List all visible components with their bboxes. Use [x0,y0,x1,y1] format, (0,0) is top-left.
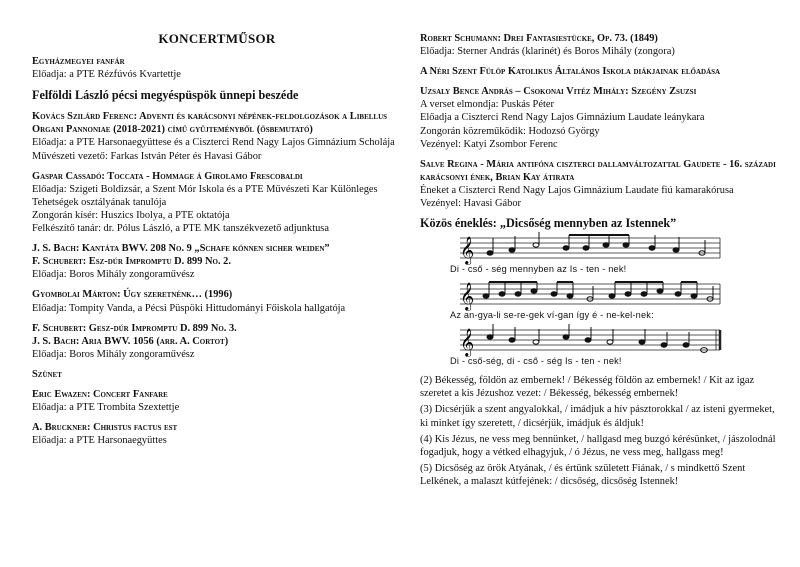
program-item [420,158,782,210]
program-item [32,388,402,414]
program-item-detail: A verset elmondja: Puskás Péter [420,99,554,111]
verse-text: (5) Dicsőség az örök Atyának, / és értünk született Fiának, / s mindkettő Szent Lelkének, a malaszt kútfejének: / dicsőség, dicsőség Istennek! [420,462,746,487]
page-title: KONCERTMŰSOR [158,31,276,46]
verse-text: (3) Dicsérjük a szent angyalokkal, / imádjuk a hív pásztorokkal / az isteni gyermeket, ki minket így szeretett, / dicsérjük, imádjuk és áldjuk! [420,404,775,429]
program-item [32,88,402,103]
program-item [32,170,402,235]
program-list-right [420,32,782,210]
program-item-detail: Előadja a Ciszterci Rend Nagy Lajos Gimnázium Laudate leánykara [420,112,705,124]
program-item-detail: Éneket a Ciszterci Rend Nagy Lajos Gimnázium Laudate fiú kamarakórusa [420,184,734,196]
program-item-detail: Művészeti vezető: Farkas István Péter és Havasi Gábor [32,150,262,162]
program-item-heading: J. S. Bach: Kantáta BWV. 208 No. 9 „Schafe können sicher weiden” [32,243,330,255]
svg-text:𝄞: 𝄞 [460,282,475,311]
program-item [32,110,402,162]
program-item [32,421,402,447]
staff-2 [420,278,782,324]
program-list-left [32,55,402,447]
program-item-detail: Előadja: Boros Mihály zongoraművész [32,348,195,360]
staff-3-svg [420,324,782,358]
program-item-detail: Előadja: a PTE Harsonaegyüttese és a Ciszterci Rend Nagy Lajos Gimnázium Scholája [32,137,395,149]
staff-2-svg [420,278,782,312]
program-item-detail: Zongorán kísér: Huszics Ibolya, a PTE oktatója [32,209,230,221]
program-item [32,55,402,81]
program-item [420,32,782,58]
program-item-detail: Előadja: Tompity Vanda, a Pécsi Püspöki Hittudományi Főiskola hallgatója [32,302,346,314]
program-item [420,85,782,150]
program-item-heading: F. Schubert: Esz-dúr Impromptu D. 899 No. 2. [32,256,231,268]
staff-1-svg [420,232,782,266]
program-item-detail: Előadja: a PTE Harsonaegyüttes [32,435,167,447]
program-item-heading: Salve Regina - Mária antifóna ciszterci dallamváltozattal Gaudete - 16. századi karácsonyi ének, Brian Kay átirata [420,158,776,183]
verse-text: (2) Békesség, földön az embernek! / Békesség földön az embernek! / Kit az igaz szeretet a kis Jézushoz vezet: / Békesség, békesség embernek! [420,375,755,400]
lyric-line-1: Di - cső - ség mennyben az Is - ten - nek! [450,264,627,275]
program-item-heading: J. S. Bach: Aria BWV. 1056 (arr. A. Cortot) [32,335,229,347]
svg-text:𝄞: 𝄞 [460,236,475,265]
program-item-heading: Eric Ewazen: Concert Fanfare [32,388,168,400]
program-item-detail: Előadja: Boros Mihály zongoraművész [32,269,195,281]
program-item-heading: Uzsaly Bence András – Csokonai Vitéz Mihály: Szegény Zsuzsi [420,86,697,98]
program-item-detail: Vezényel: Havasi Gábor [420,198,521,210]
singing-title: Közös éneklés: „Dicsőség mennyben az Istennek” [420,216,677,231]
program-item-detail: Előadja: a PTE Rézfúvós Kvartettje [32,69,181,81]
program-item [32,322,402,361]
program-item-heading: Gaspar Cassadó: Toccata - Hommage á Girolamo Frescobaldi [32,170,303,182]
program-item [32,288,402,314]
program-item [32,368,402,381]
program-item [32,242,402,281]
staff-1 [420,232,782,278]
program-item-detail: Zongorán közreműködik: Hodozsó György [420,125,600,137]
program-item-heading: Kovács Szilárd Ferenc: Adventi és karácsonyi népének-feldolgozások a Libellus Organi Pannoniae (2018-2021) című gyűjteményből (ősbemutató) [32,111,388,136]
left-column [32,0,402,454]
program-item-heading: A. Bruckner: Christus factus est [32,422,178,434]
verse-text: (4) Kis Jézus, ne vess meg bennünket, / hallgasd meg buzgó kérésünket, / jászolodnál fogadjuk, hogy a vétked elhagyjuk, / ó Jézus, ne vess meg, hallgass meg! [420,433,776,458]
lyric-line-3: Di - cső-ség, di - cső - ség Is - ten - nek! [450,356,622,367]
program-item-detail: Felkészítő tanár: dr. Pólus László, a PTE MK tanszékvezető adjunktusa [32,223,329,235]
staff-3 [420,324,782,370]
program-item-heading: Egyházmegyei fanfár [32,56,125,68]
svg-text:𝄞: 𝄞 [460,328,475,357]
program-item-heading: A Néri Szent Fülöp Katolikus Általános Iskola diákjainak előadása [420,66,721,78]
program-item-detail: Előadja: a PTE Trombita Szextettje [32,402,180,414]
lyric-line-2: Az an-gya-li se-re-gek ví-gan így é - ne-kel-nek: [450,310,654,321]
verses [420,374,782,488]
program-item-heading: Robert Schumann: Drei Fantasiestücke, Op. 73. (1849) [420,33,658,44]
program-item-heading: Szünet [32,368,62,380]
sheet-music [420,232,782,370]
speech-title: Felföldi László pécsi megyéspüspök ünnepi beszéde [32,88,299,103]
program-item-detail: Vezényel: Katyi Zsombor Ferenc [420,138,558,150]
program-item [420,65,782,78]
program-item-detail: Előadja: Szigeti Boldizsár, a Szent Mór Iskola és a PTE Művészeti Kar Különleges Tehetségek osztályának tanulója [32,183,378,208]
program-item-heading: F. Schubert: Gesz-dúr Impromptu D. 899 No. 3. [32,322,237,334]
program-item-detail: Előadja: Sterner András (klarinét) és Boros Mihály (zongora) [420,46,675,58]
program-item-heading: Gyombolai Márton: Úgy szeretnénk… (1996) [32,289,233,301]
right-column [420,0,782,491]
